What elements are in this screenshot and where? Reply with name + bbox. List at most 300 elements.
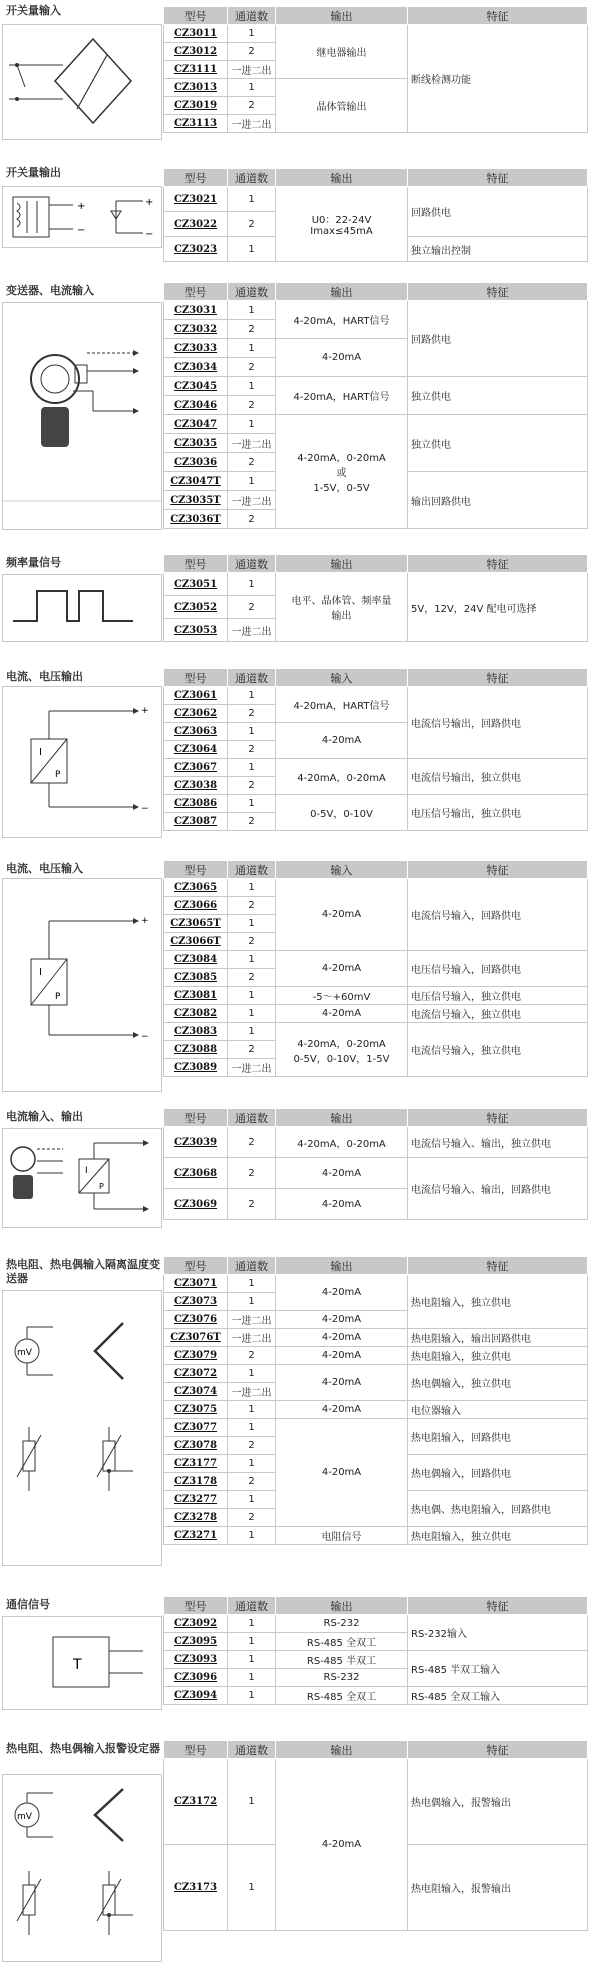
channel-count: 2 <box>228 1189 276 1220</box>
column-header: 通道数 <box>228 1257 276 1275</box>
frequency-diagram <box>2 574 162 642</box>
channel-count: 1 <box>228 1023 276 1041</box>
signal-cell: RS-485 半双工 <box>276 1651 408 1669</box>
channel-count: 1 <box>228 951 276 969</box>
feature-cell: 独立输出控制 <box>408 237 588 262</box>
model-number: CZ3111 <box>164 61 228 79</box>
column-header: 通道数 <box>228 669 276 687</box>
channel-count: 2 <box>228 813 276 831</box>
rtd-thermocouple-icon <box>3 1291 161 1565</box>
channel-count: 1 <box>228 1669 276 1687</box>
channel-count: 1 <box>228 987 276 1005</box>
feature-cell: 电压信号输出，独立供电 <box>408 795 588 831</box>
feature-cell: 热电阻输入，独立供电 <box>408 1527 588 1545</box>
svg-text:I: I <box>39 747 42 758</box>
model-number: CZ3035T <box>164 491 228 510</box>
signal-cell: 4-20mA <box>276 1347 408 1365</box>
feature-cell: 电流信号输入、输出，回路供电 <box>408 1158 588 1220</box>
channel-count: 1 <box>228 1365 276 1383</box>
model-number: CZ3085 <box>164 969 228 987</box>
channel-count: 1 <box>228 1651 276 1669</box>
column-header: 输出 <box>276 1257 408 1275</box>
svg-text:P: P <box>55 770 61 780</box>
channel-count: 一进二出 <box>228 1329 276 1347</box>
feature-cell: 独立供电 <box>408 377 588 415</box>
column-header: 型号 <box>164 283 228 301</box>
model-number: CZ3093 <box>164 1651 228 1669</box>
model-number: CZ3177 <box>164 1455 228 1473</box>
model-number: CZ3082 <box>164 1005 228 1023</box>
svg-text:−: − <box>145 229 154 240</box>
signal-cell: 4-20mA，0-20mA 0-5V，0-10V，1-5V <box>276 1023 408 1077</box>
channel-count: 1 <box>228 339 276 358</box>
feature-cell: RS-232输入 <box>408 1615 588 1651</box>
signal-cell: 4-20mA <box>276 1419 408 1527</box>
section-title: 电流输入、输出 <box>6 1110 83 1123</box>
signal-cell: 4-20mA，0-20mA 或 1-5V，0-5V <box>276 415 408 529</box>
signal-cell: 0-5V，0-10V <box>276 795 408 831</box>
table-row <box>164 1687 588 1705</box>
channel-count: 2 <box>228 212 276 237</box>
column-header: 通道数 <box>228 283 276 301</box>
model-number: CZ3034 <box>164 358 228 377</box>
table-row <box>164 1158 588 1189</box>
signal-cell: 4-20mA，HART信号 <box>276 687 408 723</box>
channel-count: 2 <box>228 1509 276 1527</box>
signal-cell: 4-20mA <box>276 723 408 759</box>
feature-cell: 热电阻输入，独立供电 <box>408 1275 588 1329</box>
model-number: CZ3271 <box>164 1527 228 1545</box>
channel-count: 1 <box>228 472 276 491</box>
model-number: CZ3064 <box>164 741 228 759</box>
channel-count: 2 <box>228 510 276 529</box>
model-number: CZ3053 <box>164 619 228 642</box>
column-header: 型号 <box>164 555 228 573</box>
column-header: 输入 <box>276 669 408 687</box>
svg-text:I: I <box>85 1166 88 1176</box>
channel-count: 1 <box>228 237 276 262</box>
model-number: CZ3178 <box>164 1473 228 1491</box>
channel-count: 2 <box>228 741 276 759</box>
channel-count: 1 <box>228 573 276 596</box>
signal-cell: RS-232 <box>276 1615 408 1633</box>
model-number: CZ3047 <box>164 415 228 434</box>
table-row <box>164 25 588 43</box>
channel-count: 1 <box>228 1687 276 1705</box>
signal-cell: 4-20mA <box>276 1401 408 1419</box>
table-row <box>164 1005 588 1023</box>
communication-module-icon <box>3 1617 161 1709</box>
channel-count: 1 <box>228 1845 276 1931</box>
model-number: CZ3069 <box>164 1189 228 1220</box>
signal-cell: 电平、晶体管、频率量 输出 <box>276 573 408 642</box>
table-row <box>164 1329 588 1347</box>
alarm-diagram <box>2 1774 162 1962</box>
table-row <box>164 1347 588 1365</box>
current-io-diagram <box>2 1128 162 1228</box>
feature-cell: 断线检测功能 <box>408 25 588 133</box>
table-row <box>164 1615 588 1633</box>
channel-count: 一进二出 <box>228 1059 276 1077</box>
model-number: CZ3095 <box>164 1633 228 1651</box>
table-row <box>164 1527 588 1545</box>
channel-count: 一进二出 <box>228 491 276 510</box>
channel-count: 1 <box>228 1759 276 1845</box>
channel-count: 2 <box>228 596 276 619</box>
feature-cell: 热电阻输入，输出回路供电 <box>408 1329 588 1347</box>
feature-cell: 热电阻输入，报警输出 <box>408 1845 588 1931</box>
model-number: CZ3045 <box>164 377 228 396</box>
column-header: 特征 <box>408 1257 588 1275</box>
column-header: 输出 <box>276 1109 408 1127</box>
column-header: 输出 <box>276 169 408 187</box>
spec-table <box>163 860 588 1077</box>
channel-count: 1 <box>228 79 276 97</box>
signal-cell: RS-485 全双工 <box>276 1633 408 1651</box>
channel-count: 1 <box>228 1401 276 1419</box>
pressure-transmitter-icon <box>3 303 161 529</box>
channel-count: 一进二出 <box>228 619 276 642</box>
channel-count: 2 <box>228 705 276 723</box>
channel-count: 1 <box>228 723 276 741</box>
spec-table <box>163 1256 588 1545</box>
model-number: CZ3065 <box>164 879 228 897</box>
signal-cell: RS-232 <box>276 1669 408 1687</box>
section-title: 热电阻、热电偶输入报警设定器 <box>6 1742 160 1755</box>
model-number: CZ3022 <box>164 212 228 237</box>
model-number: CZ3076 <box>164 1311 228 1329</box>
channel-count: 1 <box>228 1455 276 1473</box>
model-number: CZ3031 <box>164 301 228 320</box>
current-voltage-input-icon <box>3 879 161 1091</box>
channel-count: 1 <box>228 1491 276 1509</box>
signal-cell: 4-20mA <box>276 1311 408 1329</box>
section-title: 电流、电压输出 <box>6 670 83 683</box>
signal-cell: 4-20mA，HART信号 <box>276 377 408 415</box>
signal-cell: 4-20mA <box>276 1189 408 1220</box>
svg-text:P: P <box>99 1182 104 1191</box>
feature-cell: 热电偶、热电阻输入，回路供电 <box>408 1491 588 1527</box>
column-header: 特征 <box>408 283 588 301</box>
feature-cell: RS-485 全双工输入 <box>408 1687 588 1705</box>
column-header: 输出 <box>276 555 408 573</box>
signal-cell: 晶体管输出 <box>276 79 408 133</box>
feature-cell: RS-485 半双工输入 <box>408 1651 588 1687</box>
model-number: CZ3278 <box>164 1509 228 1527</box>
model-number: CZ3013 <box>164 79 228 97</box>
column-header: 通道数 <box>228 861 276 879</box>
model-number: CZ3033 <box>164 339 228 358</box>
column-header: 型号 <box>164 169 228 187</box>
column-header: 特征 <box>408 1109 588 1127</box>
feature-cell: 热电偶输入，回路供电 <box>408 1455 588 1491</box>
spec-table <box>163 1740 588 1931</box>
channel-count: 2 <box>228 320 276 339</box>
feature-cell: 电流信号输出，独立供电 <box>408 759 588 795</box>
signal-cell: 4-20mA <box>276 339 408 377</box>
model-number: CZ3173 <box>164 1845 228 1931</box>
column-header: 输出 <box>276 1597 408 1615</box>
table-row <box>164 687 588 705</box>
column-header: 特征 <box>408 1597 588 1615</box>
feature-cell: 回路供电 <box>408 301 588 377</box>
model-number: CZ3072 <box>164 1365 228 1383</box>
model-number: CZ3172 <box>164 1759 228 1845</box>
table-row <box>164 987 588 1005</box>
signal-cell: U0：22-24V Imax≤45mA <box>276 187 408 262</box>
column-header: 型号 <box>164 1741 228 1759</box>
channel-count: 1 <box>228 415 276 434</box>
model-number: CZ3066T <box>164 933 228 951</box>
table-row <box>164 377 588 396</box>
transmitter-isolator-icon <box>3 1129 161 1227</box>
channel-count: 1 <box>228 377 276 396</box>
channel-count: 1 <box>228 1005 276 1023</box>
feature-cell: 独立供电 <box>408 415 588 472</box>
channel-count: 2 <box>228 777 276 795</box>
channel-count: 2 <box>228 1473 276 1491</box>
channel-count: 1 <box>228 915 276 933</box>
section-title: 电流、电压输入 <box>6 862 83 875</box>
model-number: CZ3012 <box>164 43 228 61</box>
column-header: 通道数 <box>228 1597 276 1615</box>
model-number: CZ3087 <box>164 813 228 831</box>
column-header: 通道数 <box>228 1109 276 1127</box>
table-row <box>164 951 588 969</box>
svg-text:−: − <box>141 1032 149 1042</box>
model-number: CZ3083 <box>164 1023 228 1041</box>
section-title: 变送器、电流输入 <box>6 284 94 297</box>
section-title: 热电阻、热电偶输入隔离温度变送器 <box>6 1258 160 1285</box>
channel-count: 2 <box>228 1158 276 1189</box>
table-row <box>164 1401 588 1419</box>
column-header: 特征 <box>408 861 588 879</box>
model-number: CZ3051 <box>164 573 228 596</box>
section-title: 开关量输入 <box>6 4 61 17</box>
transmitter-diagram <box>2 302 162 530</box>
temperature-diagram <box>2 1290 162 1566</box>
svg-text:+: + <box>141 916 149 926</box>
alarm-rtd-thermocouple-icon <box>3 1775 161 1961</box>
signal-cell: RS-485 全双工 <box>276 1687 408 1705</box>
column-header: 型号 <box>164 1257 228 1275</box>
feature-cell: 回路供电 <box>408 187 588 237</box>
model-number: CZ3065T <box>164 915 228 933</box>
model-number: CZ3067 <box>164 759 228 777</box>
channel-count: 2 <box>228 396 276 415</box>
model-number: CZ3089 <box>164 1059 228 1077</box>
model-number: CZ3092 <box>164 1615 228 1633</box>
column-header: 型号 <box>164 669 228 687</box>
switch-contact-diamond-icon <box>3 25 161 139</box>
signal-cell: 电阻信号 <box>276 1527 408 1545</box>
model-number: CZ3035 <box>164 434 228 453</box>
spec-table <box>163 554 588 642</box>
spec-table <box>163 6 588 133</box>
channel-count: 1 <box>228 1419 276 1437</box>
spec-table <box>163 1596 588 1705</box>
feature-cell: 电流信号输入、输出，独立供电 <box>408 1127 588 1158</box>
table-row <box>164 1419 588 1437</box>
model-number: CZ3047T <box>164 472 228 491</box>
feature-cell: 电压信号输入，回路供电 <box>408 951 588 987</box>
model-number: CZ3046 <box>164 396 228 415</box>
signal-cell: 继电器输出 <box>276 25 408 79</box>
column-header: 输入 <box>276 861 408 879</box>
model-number: CZ3094 <box>164 1687 228 1705</box>
table-row <box>164 879 588 897</box>
feature-cell: 热电阻输入，独立供电 <box>408 1347 588 1365</box>
model-number: CZ3077 <box>164 1419 228 1437</box>
model-number: CZ3078 <box>164 1437 228 1455</box>
model-number: CZ3011 <box>164 25 228 43</box>
channel-count: 2 <box>228 97 276 115</box>
feature-cell: 电位器输入 <box>408 1401 588 1419</box>
signal-cell: 4-20mA <box>276 1759 408 1931</box>
communication-diagram <box>2 1616 162 1710</box>
channel-count: 1 <box>228 687 276 705</box>
column-header: 特征 <box>408 169 588 187</box>
channel-count: 2 <box>228 897 276 915</box>
current-voltage-converter-icon <box>3 687 161 837</box>
signal-cell: 4-20mA，0-20mA <box>276 759 408 795</box>
channel-count: 1 <box>228 795 276 813</box>
channel-count: 2 <box>228 1347 276 1365</box>
feature-cell: 电压信号输入，独立供电 <box>408 987 588 1005</box>
model-number: CZ3096 <box>164 1669 228 1687</box>
channel-count: 1 <box>228 1615 276 1633</box>
column-header: 型号 <box>164 1597 228 1615</box>
feature-cell: 热电偶输入，独立供电 <box>408 1365 588 1401</box>
signal-cell: -5～+60mV <box>276 987 408 1005</box>
table-row <box>164 187 588 212</box>
section-title: 频率量信号 <box>6 556 61 569</box>
section-title: 通信信号 <box>6 1598 50 1611</box>
svg-text:mV: mV <box>17 1812 32 1822</box>
channel-count: 2 <box>228 1127 276 1158</box>
svg-text:I: I <box>39 967 42 978</box>
model-number: CZ3086 <box>164 795 228 813</box>
column-header: 输出 <box>276 283 408 301</box>
column-header: 特征 <box>408 669 588 687</box>
channel-count: 2 <box>228 43 276 61</box>
switch-input-diagram <box>2 24 162 140</box>
table-row <box>164 1023 588 1041</box>
column-header: 型号 <box>164 861 228 879</box>
column-header: 特征 <box>408 7 588 25</box>
table-row <box>164 759 588 777</box>
channel-count: 1 <box>228 25 276 43</box>
channel-count: 2 <box>228 933 276 951</box>
svg-text:+: + <box>77 201 86 212</box>
table-row <box>164 301 588 320</box>
signal-cell: 4-20mA <box>276 1005 408 1023</box>
column-header: 输出 <box>276 1741 408 1759</box>
model-number: CZ3021 <box>164 187 228 212</box>
spec-table <box>163 668 588 831</box>
svg-text:−: − <box>141 804 149 814</box>
channel-count: 1 <box>228 1633 276 1651</box>
model-number: CZ3036T <box>164 510 228 529</box>
channel-count: 2 <box>228 1041 276 1059</box>
signal-cell: 4-20mA <box>276 1365 408 1401</box>
table-row <box>164 1651 588 1669</box>
section-title: 开关量输出 <box>6 166 61 179</box>
channel-count: 1 <box>228 1275 276 1293</box>
column-header: 通道数 <box>228 555 276 573</box>
model-number: CZ3071 <box>164 1275 228 1293</box>
model-number: CZ3019 <box>164 97 228 115</box>
model-number: CZ3075 <box>164 1401 228 1419</box>
square-wave-icon <box>3 575 161 641</box>
column-header: 特征 <box>408 555 588 573</box>
column-header: 型号 <box>164 1109 228 1127</box>
feature-cell: 5V，12V，24V 配电可选择 <box>408 573 588 642</box>
model-number: CZ3052 <box>164 596 228 619</box>
svg-text:T: T <box>73 1657 82 1673</box>
channel-count: 2 <box>228 1437 276 1455</box>
model-number: CZ3039 <box>164 1127 228 1158</box>
spec-table <box>163 282 588 529</box>
svg-text:+: + <box>141 706 149 716</box>
svg-text:P: P <box>55 992 61 1002</box>
signal-cell: 4-20mA <box>276 1275 408 1311</box>
table-row <box>164 573 588 596</box>
svg-text:+: + <box>145 197 154 208</box>
svg-text:−: − <box>77 225 86 236</box>
model-number: CZ3068 <box>164 1158 228 1189</box>
channel-count: 一进二出 <box>228 1311 276 1329</box>
relay-optocoupler-icon <box>3 187 161 247</box>
column-header: 通道数 <box>228 169 276 187</box>
feature-cell: 输出回路供电 <box>408 472 588 529</box>
table-row <box>164 1127 588 1158</box>
model-number: CZ3113 <box>164 115 228 133</box>
column-header: 通道数 <box>228 1741 276 1759</box>
channel-count: 2 <box>228 453 276 472</box>
column-header: 通道数 <box>228 7 276 25</box>
model-number: CZ3079 <box>164 1347 228 1365</box>
table-row <box>164 1759 588 1845</box>
table-row <box>164 795 588 813</box>
model-number: CZ3062 <box>164 705 228 723</box>
channel-count: 1 <box>228 301 276 320</box>
model-number: CZ3038 <box>164 777 228 795</box>
channel-count: 1 <box>228 879 276 897</box>
model-number: CZ3066 <box>164 897 228 915</box>
spec-table <box>163 1108 588 1220</box>
model-number: CZ3088 <box>164 1041 228 1059</box>
iv-input-diagram <box>2 878 162 1092</box>
signal-cell: 4-20mA <box>276 1329 408 1347</box>
model-number: CZ3277 <box>164 1491 228 1509</box>
channel-count: 一进二出 <box>228 434 276 453</box>
signal-cell: 4-20mA <box>276 879 408 951</box>
feature-cell: 热电阻输入，回路供电 <box>408 1419 588 1455</box>
column-header: 特征 <box>408 1741 588 1759</box>
feature-cell: 热电偶输入，报警输出 <box>408 1759 588 1845</box>
table-row <box>164 415 588 434</box>
column-header: 输出 <box>276 7 408 25</box>
table-row <box>164 1275 588 1293</box>
model-number: CZ3023 <box>164 237 228 262</box>
model-number: CZ3084 <box>164 951 228 969</box>
model-number: CZ3036 <box>164 453 228 472</box>
switch-output-diagram <box>2 186 162 248</box>
table-row <box>164 1365 588 1383</box>
model-number: CZ3073 <box>164 1293 228 1311</box>
feature-cell: 电流信号输入，回路供电 <box>408 879 588 951</box>
